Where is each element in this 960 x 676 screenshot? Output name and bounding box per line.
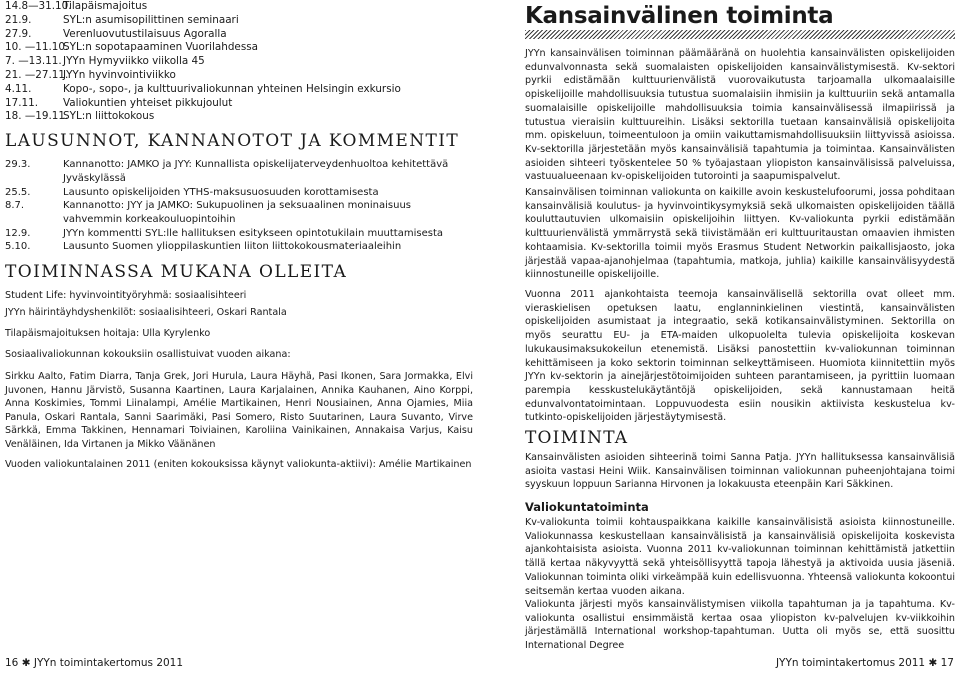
page-title: Kansainvälinen toiminta [525,3,834,29]
statement-date: 5.10. [5,241,31,252]
role-paragraph: JYYn häirintäyhdyshenkilöt: sosiaalisihteeri, Oskari Rantala [5,307,287,318]
footer-text: JYYn toimintakertomus 2011 [775,657,926,669]
event-text: Kopo-, sopo-, ja kulttuurivaliokunnan yhteinen Helsingin exkursio [63,82,401,95]
role-paragraph: Tilapäismajoituksen hoitaja: Ulla Kyrylenko [5,328,211,339]
valiokunta-heading: Valiokuntatoiminta [525,500,649,514]
event-date: 21. —27.11. [5,69,69,81]
footer-text: JYYn toimintakertomus 2011 [33,657,184,669]
statement-text: Lausunto opiskelijoiden YTHS-maksusuosuuden korottamisesta [63,186,379,198]
star-icon: ✱ [928,657,938,669]
statement-text: Lausunto Suomen ylioppilaskuntien liiton liittokokousmateriaaleihin [63,241,402,252]
event-text: Verenluovutustilaisuus Agoralla [63,27,227,40]
attendees-intro: Sosiaalivaliokunnan kokouksiin osallistuivat vuoden aikana: [5,349,291,360]
valiokunta-paragraph: Kv-valiokunta toimii kohtauspaikkana kaikille kansainvälisistä asioista kiinnostuneille. Valiokunnassa keskustellaan kansainvälisistä ja kansainvälisiä opiskelijoita koskevista ajankohtaisista asioista. Vuonna 2011 kv-valiokunnan toiminnan kehittämistä jatkettiin tällä kertaa näkyvyyttä sekä yhteisöllisyyttä tapoja lähestyä ja aktivoida uusia jäseniä. Valiokunnan toiminta oliki virkeämpää kuin edellisvuonna. Yhteensä valiokunta kokoontui seitsemän kertaa vuoden aikana. [525,517,955,597]
statement-text: Kannanotto: JAMKO ja JYY: Kunnallista opiskelijaterveydenhuoltoa kehitettävä Jyväskylässä [63,159,449,184]
statement-text: Kannanotto: JYY ja JAMKO: Sukupuolinen ja seksuaalinen moninaisuus vahvemmin korkeakouluopintoihin [63,200,411,225]
event-date: 27.9. [5,27,32,40]
toiminta-heading: TOIMINTA [525,428,629,448]
event-text: Tilapäismajoitus [63,0,148,12]
statement-text: JYYn kommentti SYL:lle hallituksen esitykseen opintotukilain muuttamisesta [63,227,443,239]
event-text: SYL:n sopotapaaminen Vuorilahdessa [63,41,259,54]
member-of-year-paragraph: Vuoden valiokuntalainen 2011 (eniten kokouksissa käynyt valiokunta-aktiivi): Amélie Martikainen [5,459,472,470]
event-text: SYL:n liittokokous [63,110,155,123]
statement-date: 12.9. [5,227,31,239]
event-date: 4.11. [5,82,32,95]
event-text: JYYn hyvinvointiviikko [63,69,176,81]
statements-heading: LAUSUNNOT, KANNANOTOT JA KOMMENTIT [5,131,460,151]
star-icon: ✱ [21,657,31,669]
themes-paragraph: Vuonna 2011 ajankohtaista teemoja kansainvälisellä sektorilla ovat olleet mm. vieraskielisen opetuksen laatu, englanninkielinen viestintä, kansainvälisten opiskelijoiden asumistaat ja integraatio, sekä kotikansainvälistyminen. Sektorilla on myös seurattu EU- ja ETA-maiden ulkopuolelta tulevia opiskelijoita koskevan lukukausimaksukokeilun etenemistä. Lisäksi panostettiin kv-valiokunnan toiminnan kehittämiseen ja koko sektorin toiminnan selkeyttämiseen. Huomiota kiinnitettiin myös JYYn kv-sektorin ja ainejärjestötoimijoiden suhteen parantamiseen, ja pyrittiin luomaan parempia kesskustelukäytäntöjä opiskelijoiden, sekä kannustamaan heitä edunvalvontatoimintaan. Loppuvuodesta esiin nousikin aktiivista keskustelua kv-tutkinto-opiskelijoiden järjestäytymisestä. [525,289,955,424]
attendees-list: Sirkku Aalto, Fatim Diarra, Tanja Grek, Jori Hurula, Laura Häyhä, Pasi Ikonen, Sara Jormakka, Elvi Juvonen, Hannu Järvistö, Susanna Kaartinen, Laura Karjalainen, Annika Kauhanen, Aino Korppi, Anna Koskimies, Tommi Liinalampi, Amélie Martikainen, Henri Nousiainen, Anna Ojamies, Miia Panula, Oskari Rantala, Sanni Saarimäki, Pasi Somero, Risto Suutarinen, Laura Suvanto, Virve Särkkä, Emma Takkinen, Hennamari Toiviainen, Karoliina Vainikainen, Annakaisa Varjus, Kaisu Venäläinen, Ida Virtanen ja Mikko Väänänen [5,371,473,450]
statement-date: 8.7. [5,200,25,211]
page-number: 16 [5,657,19,669]
event-date: 10. —11.10. [5,41,69,54]
statement-date: 29.3. [5,159,31,170]
intro-paragraph: JYYn kansainvälisen toiminnan päämääränä on huolehtia kansainvälisten opiskelijoiden edunvalvonnasta sekä suomalaisten opiskelijoiden kansainvälistymisestä. Kv-sektori pyrkii edistämään kulttuurienvälistä vuorovaikutusta tarjoamalla ulkomaalaisille opiskelijoille mahdollisuuksia tutustua suomalaisiin ihmisiin ja kulttuuriin sekä antamalla suomalaisille opiskelijoille mahdollisuuksia toimia kansainvälisessä ilmapiirissä ja tutustua vieraisiin kulttuureihin. Lisäksi sektorilla tuetaan kansainvälisiä opiskelijoita mm. opiskeluun, toimeentuloon ja omiin vaikuttamismahdollisuuksiin liittyvissä asioissa. Kv-sektorilla järjestetään myös kansainvälisiä tapahtumia ja toimintaa. Kansainvälisten asioiden sihteeri työskentelee 50 % työajastaan yliopiston kansainvälisissä palveluissa, vastuualueenaan kv-opiskelijoiden tutorointi ja saapumispalvelut. [525,48,955,183]
event-date: 7. —13.11. [5,55,62,68]
valiokunta-paragraph: Valiokunta järjesti myös kansainvälistymisen viikolla tapahtuman ja ja tapahtuma. Kv-valiokunta osallistui ensimmäistä kertaa osaa yliopiston kv-palvelujen kv-viikkoihin järjestämällä International workshop-tapahtuman. Uutta oli myös se, että suosittu International Degree [525,599,955,652]
toiminta-paragraph: Kansainvälisten asioiden sihteerinä toimi Sanna Patja. JYYn hallituksessa kansainvälisiä asioita vastasi Heini Wiik. Kansainvälisen toiminnan valiokunnan puheenjohtajana toimi syyskuun loppuun Sarianna Hirvonen ja lokakuusta eteenpäin Kari Säkkinen. [525,452,955,491]
committee-paragraph: Kansainvälisen toiminnan valiokunta on kaikille avoin keskustelufoorumi, jossa pohditaan kansainvälisiä koulutus- ja hyvinvointikysymyksiä sekä ulkomaisten opiskelijoiden täällä kouluttautuvien ulkomaisiin opiskelijoihin liittyen. Kv-valiokunta pyrkii edistämään kulttuurienvälistä ymmärrystä sekä tiivistämään eri kulttuuritaustan omaavien ihmisten kohtaamisia. Kv-sektorilla toimii myös Erasmus Student Networkin paikallisjaosto, joka järjestää vapaa-ajanohjelmaa (tapahtumia, matkoja, juhlia) kaikille kansainvälisyydestä kiinnostuneille opiskelijoille. [525,187,955,281]
event-text: Valiokuntien yhteiset pikkujoulut [63,96,233,109]
event-date: 14.8—31.10. [5,0,72,12]
event-text: SYL:n asumisopilittinen seminaari [63,13,239,26]
decorative-stripe-bar [525,30,955,39]
people-heading: TOIMINNASSA MUKANA OLLEITA [5,262,348,282]
page-number: 17 [940,657,954,669]
page-footer-right [776,657,954,669]
event-date: 18. —19.11. [5,110,69,123]
event-date: 17.11. [5,96,39,109]
event-text: JYYn Hymyviikko viikolla 45 [63,55,205,68]
event-date: 21.9. [5,13,32,26]
statement-date: 25.5. [5,186,31,198]
page-footer-left [5,657,183,669]
role-paragraph: Student Life: hyvinvointityöryhmä: sosiaalisihteeri [5,290,247,301]
right-page [480,0,960,676]
